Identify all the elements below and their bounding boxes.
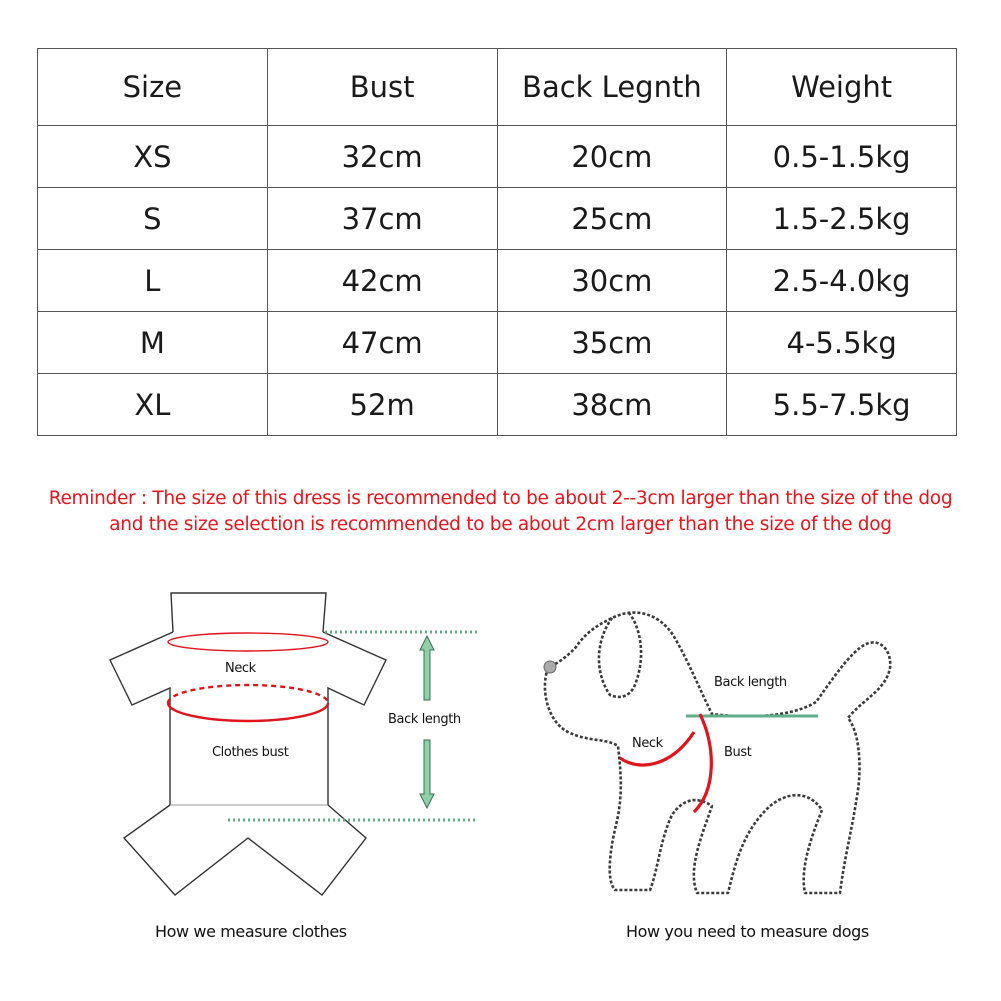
dog-ear-outline — [599, 612, 641, 697]
clothes-bust-label: Clothes bust — [212, 745, 289, 760]
cell-bust: 32cm — [267, 126, 497, 188]
dog-neck-label: Neck — [632, 736, 663, 751]
cell-bust: 42cm — [267, 250, 497, 312]
cell-bust: 37cm — [267, 188, 497, 250]
dog-bust-measure — [694, 714, 711, 812]
cell-bust: 47cm — [267, 312, 497, 374]
dog-back-length-label: Back length — [714, 675, 787, 690]
dog-outline — [545, 613, 890, 893]
reminder-line-2: and the size selection is recommended to be about 2cm larger than the size of the dog — [109, 514, 892, 535]
cell-size: XL — [38, 374, 268, 436]
dog-nose-icon — [544, 661, 556, 673]
header-weight: Weight — [727, 49, 957, 126]
cell-size: L — [38, 250, 268, 312]
cell-size: M — [38, 312, 268, 374]
header-size: Size — [38, 49, 268, 126]
cell-size: XS — [38, 126, 268, 188]
clothes-caption: How we measure clothes — [155, 922, 347, 941]
dog-caption: How you need to measure dogs — [626, 922, 869, 941]
cell-weight: 1.5-2.5kg — [727, 188, 957, 250]
cell-weight: 5.5-7.5kg — [727, 374, 957, 436]
reminder-line-1: Reminder : The size of this dress is recommended to be about 2--3cm larger than the size of the dog — [48, 488, 953, 509]
cell-back-length: 35cm — [497, 312, 727, 374]
cell-back-length: 25cm — [497, 188, 727, 250]
header-back-length: Back Legnth — [497, 49, 727, 126]
cell-weight: 0.5-1.5kg — [727, 126, 957, 188]
cell-size: S — [38, 188, 268, 250]
cell-weight: 4-5.5kg — [727, 312, 957, 374]
clothes-neck-label: Neck — [225, 661, 256, 676]
header-bust: Bust — [267, 49, 497, 126]
cell-weight: 2.5-4.0kg — [727, 250, 957, 312]
cell-bust: 52m — [267, 374, 497, 436]
cell-back-length: 20cm — [497, 126, 727, 188]
dog-bust-label: Bust — [724, 745, 752, 760]
clothes-back-length-label: Back length — [388, 712, 461, 727]
cell-back-length: 30cm — [497, 250, 727, 312]
cell-back-length: 38cm — [497, 374, 727, 436]
